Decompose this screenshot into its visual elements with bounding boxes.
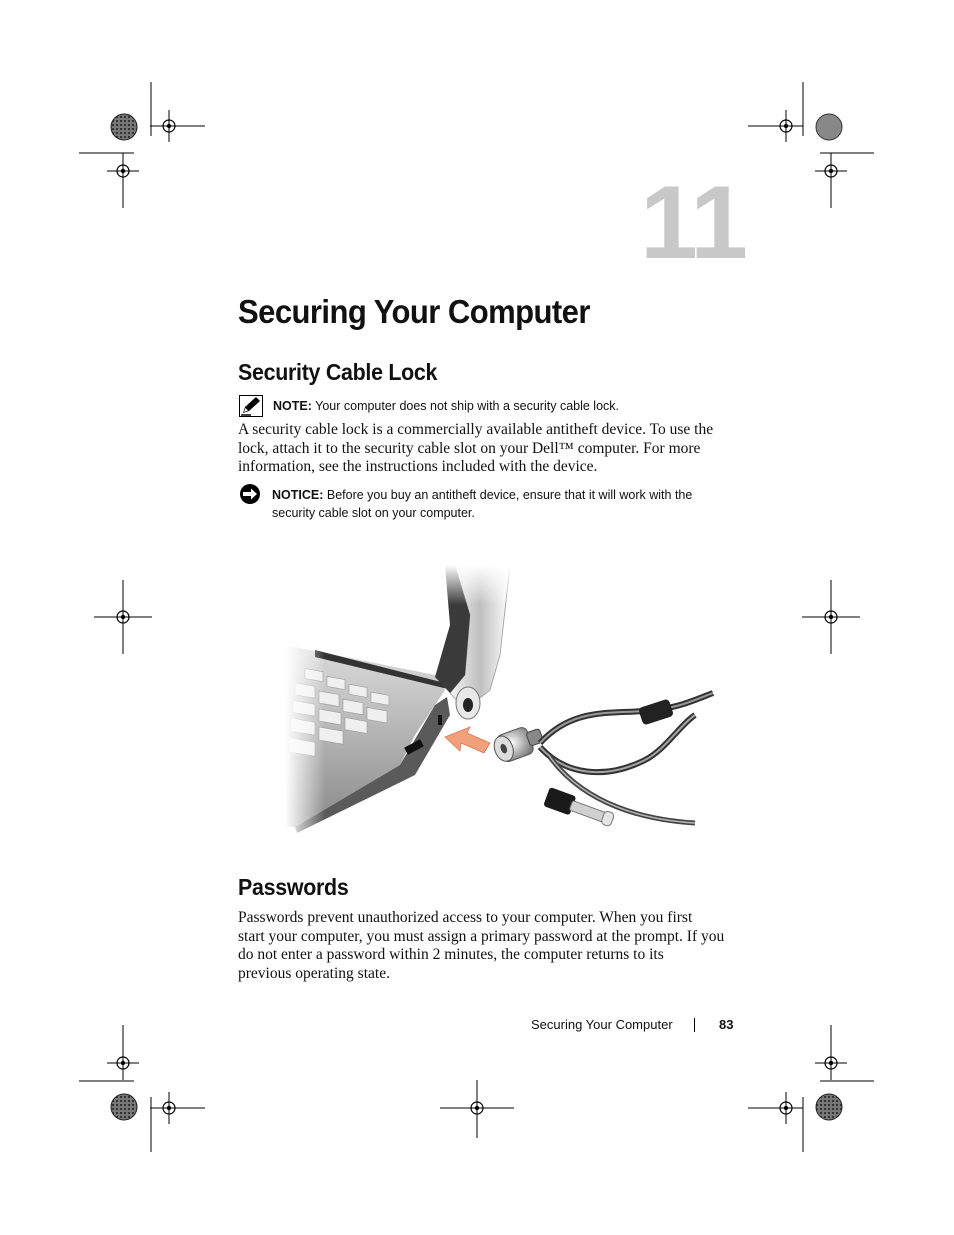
cable-lock-illustration	[285, 565, 715, 840]
page-number: 83	[719, 1017, 734, 1032]
paragraph-line: information, see the instructions included with the device.	[238, 458, 598, 475]
notice-body-line2: security cable slot on your computer.	[272, 506, 475, 520]
section-heading-cable-lock: Security Cable Lock	[238, 359, 438, 385]
pencil-note-icon	[239, 395, 263, 417]
paragraph-line: do not enter a password within 2 minutes, the computer returns to its	[238, 946, 664, 963]
paragraph-line: Passwords prevent unauthorized access to your computer. When you first	[238, 909, 693, 926]
notice-hand-icon	[239, 483, 263, 505]
note-body: Your computer does not ship with a security cable lock.	[311, 399, 620, 413]
footer-section-title: Securing Your Computer	[531, 1017, 673, 1032]
paragraph-line: A security cable lock is a commercially available antitheft device. To use the	[238, 421, 714, 438]
paragraph-line: start your computer, you must assign a primary password at the prompt. If you	[238, 927, 725, 945]
paragraph-line: lock, attach it to the security cable slot on your Dell™ computer. For more	[238, 439, 701, 457]
note-label: NOTE:	[273, 399, 312, 413]
notice-body-line1: Before you buy an antitheft device, ensure that it will work with the	[323, 488, 693, 502]
notice-text	[272, 486, 692, 522]
chapter-title: Securing Your Computer	[238, 293, 590, 330]
cable-lock-paragraph	[238, 421, 713, 477]
passwords-paragraph	[238, 909, 724, 983]
chapter-number: 11	[640, 165, 746, 281]
footer-divider	[694, 1018, 695, 1032]
notice-label: NOTICE:	[272, 488, 324, 502]
paragraph-line: previous operating state.	[238, 964, 390, 982]
section-heading-passwords: Passwords	[238, 874, 349, 900]
note-text	[273, 397, 619, 415]
